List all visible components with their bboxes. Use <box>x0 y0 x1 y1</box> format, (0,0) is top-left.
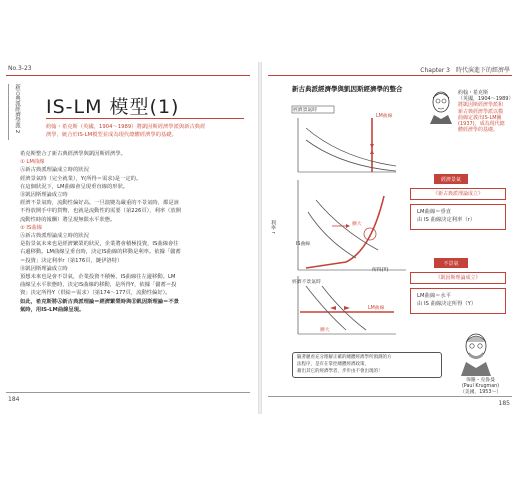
right-page <box>264 62 514 414</box>
label-recession: 經濟不景氣時 <box>292 280 321 285</box>
header-rule <box>6 75 250 76</box>
body-line: Ⓑ凱因斯理論成立時 <box>20 265 68 272</box>
body-line: 是指景氣未來也是經濟繁榮的狀況，企業將會積極投資，IS曲線會往 <box>20 241 179 248</box>
tag-slump: 不景氣 <box>434 258 468 268</box>
box-neoclassical-title: 《新古典派理論成立》 <box>410 188 506 200</box>
caption-years: （美國，1953～） <box>460 390 501 395</box>
bubble-line: 藉出其它的經濟學者，步步由不會出現的！ <box>297 368 383 374</box>
body-line: 流動性時的報酬）將呈現無限水平狀態。 <box>20 216 116 223</box>
body-subheading: ② IS曲線 <box>20 224 42 231</box>
body-line: 預想未來也是會不景氣，企業投資不積極，IS曲線往左邊移動。LM <box>20 274 176 281</box>
tag-boom: 經濟景氣 <box>434 174 468 184</box>
body-line: 經濟不景氣時，流動性偏好高。一旦演變為嚴重的不景氣時，都是該 <box>20 200 179 207</box>
bubble-line: 隨著麗看充分理解正確的總體經濟學所預測的方 <box>297 355 392 360</box>
book-gutter <box>258 62 262 414</box>
label-lm-horizontal: LM曲線 <box>368 306 385 311</box>
label-expand: 擴大 <box>352 222 362 227</box>
page-number: 185 <box>498 400 510 407</box>
caption-line: 將凱因斯經濟學派和 <box>458 102 504 109</box>
body-line: Ⓑ凱因斯理論成立時 <box>20 192 68 199</box>
caption-name: 保羅・克魯曼 <box>466 378 495 383</box>
body-subheading: ① LM曲線 <box>20 159 45 166</box>
body-line: 右邊移動。LM曲線呈垂直時，決定IS曲線的移動是利率。依據「儲蓄 <box>20 249 181 256</box>
body-line: 曲線呈水平狀態時，決定IS曲線的移動，是所得Y，依據「儲蓄＝投 <box>20 282 177 289</box>
label-is-curve: IS曲線 <box>296 242 311 247</box>
portrait-krugman-caption <box>460 378 501 396</box>
vertical-section-label: 新古典派經濟學派 2 <box>8 84 20 140</box>
intro-line-2: 濟學，統合於IS-LM模型並成為現代總體經濟學的基礎。 <box>46 132 177 138</box>
label-rate-axis: 利率 r <box>270 220 276 234</box>
box-line: 由 IS 曲線決定所得（Y） <box>417 301 477 307</box>
body-line: 經濟景氣時（完全就業），Y(所得＝需求)是一定的。 <box>20 175 142 182</box>
box-neoclassical <box>410 204 506 230</box>
box-line: LM曲線＝水平 <box>417 293 452 299</box>
label-lm-vertical: LM曲線 <box>376 114 393 119</box>
body-line: 希克斯整合了新古典經濟學與凱因斯經濟學。 <box>20 151 126 157</box>
label-expand-2: 擴大 <box>320 328 330 333</box>
caption-years: （英國，1904～1989） <box>458 96 514 103</box>
caption-line: (1937)，成為現代總 <box>458 121 505 128</box>
portrait-hicks <box>426 88 456 124</box>
caption-name-en: (Paul Krugman) <box>461 384 500 389</box>
box-keynesian-title: 《凱因斯理論成立》 <box>410 272 506 284</box>
body-text <box>20 150 252 314</box>
section-number: No.3-23 <box>8 65 32 72</box>
bubble-line: 法程序，是有在掌控總體經濟政策， <box>297 361 369 367</box>
box-line: LM曲線＝垂直 <box>417 209 452 215</box>
body-line: 在這個狀況下，LM曲線會呈現垂直線的形狀。 <box>20 183 129 190</box>
body-line: Ⓐ新古典派理論成立時的狀況 <box>20 167 89 174</box>
footer-rule <box>6 392 250 393</box>
portrait-hicks-caption <box>458 90 513 133</box>
box-line: 由 IS 曲線決定利率（r） <box>417 217 476 223</box>
body-line: 不得放開手中的貨幣，也就是流動性的需要（第226頁），利率（放開 <box>20 208 182 215</box>
box-keynesian <box>410 288 506 314</box>
title-rule <box>46 118 244 119</box>
caption-line: 曲線定義出IS-LM圖 <box>458 114 502 121</box>
header-rule <box>268 75 512 76</box>
caption-line: 新古典經濟學派以模 <box>458 108 504 115</box>
body-line: Ⓐ新古典派理論成立時的狀況 <box>20 233 89 240</box>
body-conclusion: 氣時，用IS-LM曲線呈現。 <box>20 306 85 313</box>
body-conclusion: 如此，希克斯將Ⓐ新古典派理論＝經濟繁榮時與Ⓑ凱因斯理論＝不景 <box>20 298 179 305</box>
label-income-axis: 所得(Y) <box>372 268 389 273</box>
footer-rule <box>268 396 512 397</box>
portrait-krugman <box>456 328 496 376</box>
body-line: 資」決定所得Y（供給＝需求）（第174～177頁，流動性偏好）。 <box>20 290 171 297</box>
intro-line-1: 約翰・希克斯（英國，1904～1989）將凱因斯經濟學派與新古典經 <box>46 124 206 130</box>
section-heading: 新古典派經濟學與凱因斯經濟學的整合 <box>292 85 403 93</box>
body-line: ＝投資」決定利率r（第176頁，鏈伊洛特） <box>20 257 123 264</box>
page-title: IS-LM 模型(1) <box>46 96 180 118</box>
caption-line: 體經濟學的基礎。 <box>458 127 499 134</box>
caption-name: 約翰・希克斯 <box>458 90 489 96</box>
chapter-header: Chapter 3 時代演進下的經濟學 <box>420 67 510 74</box>
speech-bubble <box>292 352 442 378</box>
page-number: 184 <box>8 396 20 403</box>
left-page <box>6 62 256 414</box>
label-prosperity: 經濟景氣時 <box>293 108 317 113</box>
